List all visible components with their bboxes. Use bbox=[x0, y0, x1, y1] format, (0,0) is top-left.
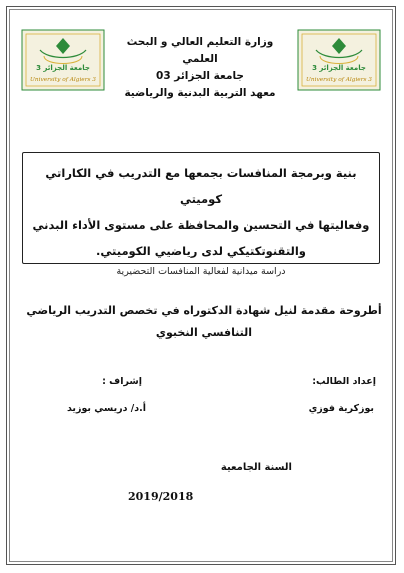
thesis-description bbox=[24, 300, 384, 344]
logo-arabic-text: جامعة الجزائر 3 bbox=[36, 64, 90, 72]
supervisor-label: إشراف : bbox=[102, 376, 142, 387]
institute-name: معهد التربية البدنية والرياضية bbox=[124, 87, 276, 99]
university-logo-right bbox=[296, 26, 382, 94]
logo-arabic-text: جامعة الجزائر 3 bbox=[312, 64, 366, 72]
ministry-name: وزارة التعليم العالي و البحث العلمي bbox=[126, 36, 274, 65]
student-name: بوزكرية فوزي bbox=[308, 403, 374, 414]
institution-header bbox=[110, 34, 290, 102]
title-line-2: وفعاليتها في التحسين والمحافظة على مستوى الأداء البدني bbox=[32, 218, 370, 232]
logo-latin-text: University of Algiers 3 bbox=[305, 77, 373, 83]
academic-year-label: السنة الجامعية bbox=[220, 462, 292, 473]
title-line-3: والتقنوتكتيكي لدى رياضيي الكوميتي. bbox=[96, 244, 306, 258]
university-name: جامعة الجزائر 03 bbox=[156, 70, 244, 82]
title-line-1: بنية وبرمجة المنافسات بجمعها مع التدريب في الكاراتي كوميتي bbox=[45, 166, 357, 206]
thesis-line-1: أطروحة مقدمة لنيل شهادة الدكتوراه في تخصص التدريب الرياضي bbox=[26, 304, 382, 317]
supervisor-name: أ.د/ دريسي بوزيد bbox=[66, 403, 146, 414]
academic-year-value: 2019/2018 bbox=[128, 490, 194, 503]
thesis-title bbox=[24, 160, 378, 264]
study-type: دراسة ميدانية لفعالية المنافسات التحضيرية bbox=[116, 266, 286, 277]
thesis-line-2: التنافسي النخبوي bbox=[155, 326, 253, 339]
university-logo-left bbox=[20, 26, 106, 94]
logo-latin-text: University of Algiers 3 bbox=[29, 77, 97, 83]
student-label: إعداد الطالب: bbox=[312, 376, 376, 387]
